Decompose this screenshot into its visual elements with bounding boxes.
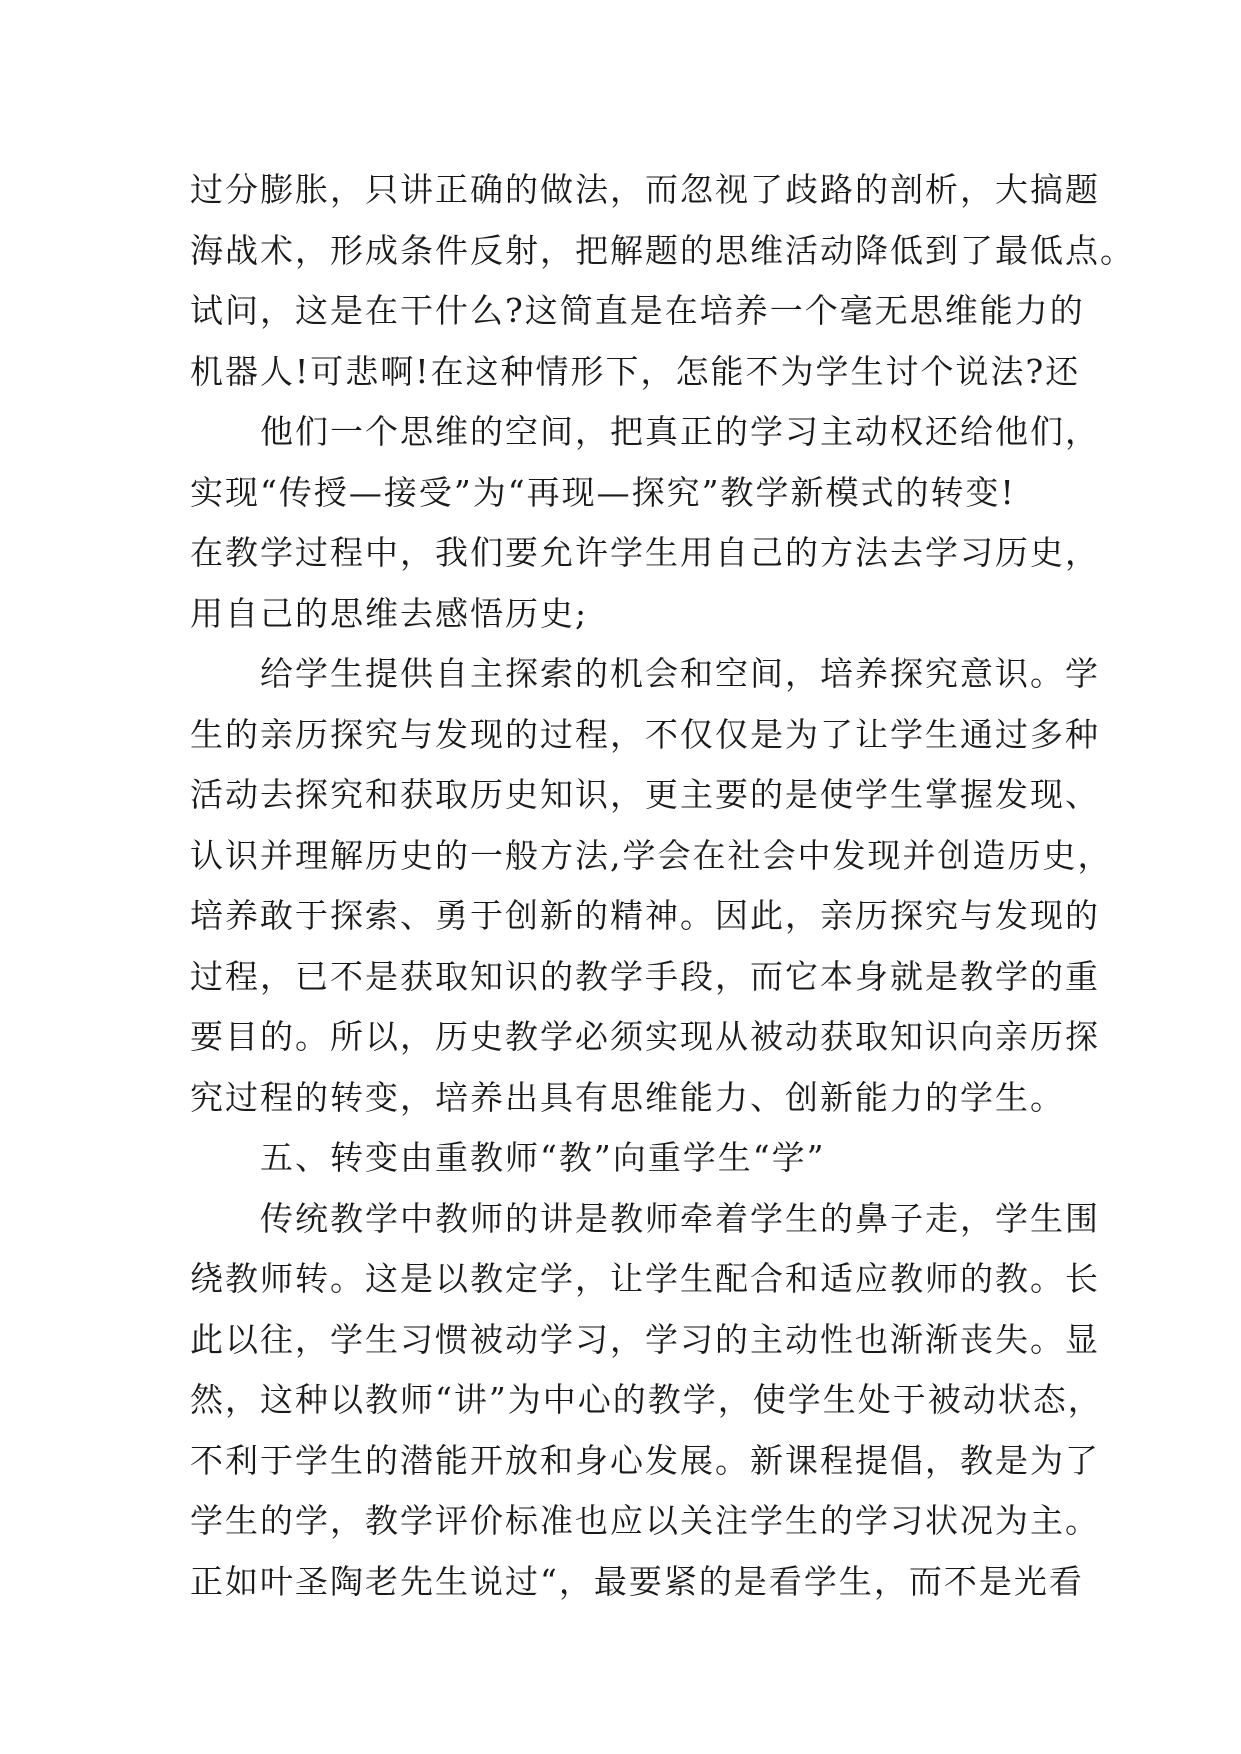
text-line: 过分膨胀，只讲正确的做法，而忽视了歧路的剖析，大搞题 xyxy=(190,170,1100,209)
body-text xyxy=(190,160,1135,1612)
text-line: 过程，已不是获取知识的教学手段，而它本身就是教学的重 xyxy=(190,956,1100,996)
text-line: 用自己的思维去感悟历史; xyxy=(190,593,589,633)
text-line: 认识并理解历史的一般方法,学会在社会中发现并创造历史， xyxy=(190,835,1113,875)
text-line: 此以往，学生习惯被动学习，学习的主动性也渐渐丧失。显 xyxy=(190,1319,1100,1359)
text-line: 机器人!可悲啊!在这种情形下，怎能不为学生讨个说法?还 xyxy=(190,351,1081,391)
text-line: 然，这种以教师“讲”为中心的教学，使学生处于被动状态， xyxy=(190,1380,1103,1419)
text-line: 给学生提供自主探索的机会和空间，培养探究意识。学 xyxy=(260,654,1100,693)
text-line: 不利于学生的潜能开放和身心发展。新课程提倡，教是为了 xyxy=(190,1440,1100,1480)
text-line: 实现“传授—接受”为“再现—探究”教学新模式的转变! xyxy=(190,472,1016,512)
text-line: 究过程的转变，培养出具有思维能力、创新能力的学生。 xyxy=(190,1077,1065,1117)
text-line: 他们一个思维的空间，把真正的学习主动权还给他们， xyxy=(260,412,1100,451)
text-line: 传统教学中教师的讲是教师牵着学生的鼻子走，学生围 xyxy=(260,1198,1100,1238)
text-line: 活动去探究和获取历史知识，更主要的是使学生掌握发现、 xyxy=(190,775,1100,814)
text-line: 绕教师转。这是以教定学，让学生配合和适应教师的教。长 xyxy=(190,1259,1100,1298)
text-line: 学生的学，教学评价标准也应以关注学生的学习状况为主。 xyxy=(190,1501,1100,1540)
text-line: 在教学过程中，我们要允许学生用自己的方法去学习历史， xyxy=(190,533,1100,572)
text-line: 海战术，形成条件反射，把解题的思维活动降低到了最低点。 xyxy=(190,230,1135,270)
text-line: 要目的。所以，历史教学必须实现从被动获取知识向亲历探 xyxy=(190,1017,1100,1056)
text-line: 试问，这是在干什么?这简直是在培养一个毫无思维能力的 xyxy=(190,291,1085,330)
text-line: 五、转变由重教师“教”向重学生“学” xyxy=(260,1138,826,1177)
text-line: 生的亲历探究与发现的过程，不仅仅是为了让学生通过多种 xyxy=(190,714,1100,754)
text-line: 正如叶圣陶老先生说过“，最要紧的是看学生，而不是光看 xyxy=(190,1561,1084,1601)
text-line: 培养敢于探索、勇于创新的精神。因此，亲历探究与发现的 xyxy=(190,896,1100,935)
